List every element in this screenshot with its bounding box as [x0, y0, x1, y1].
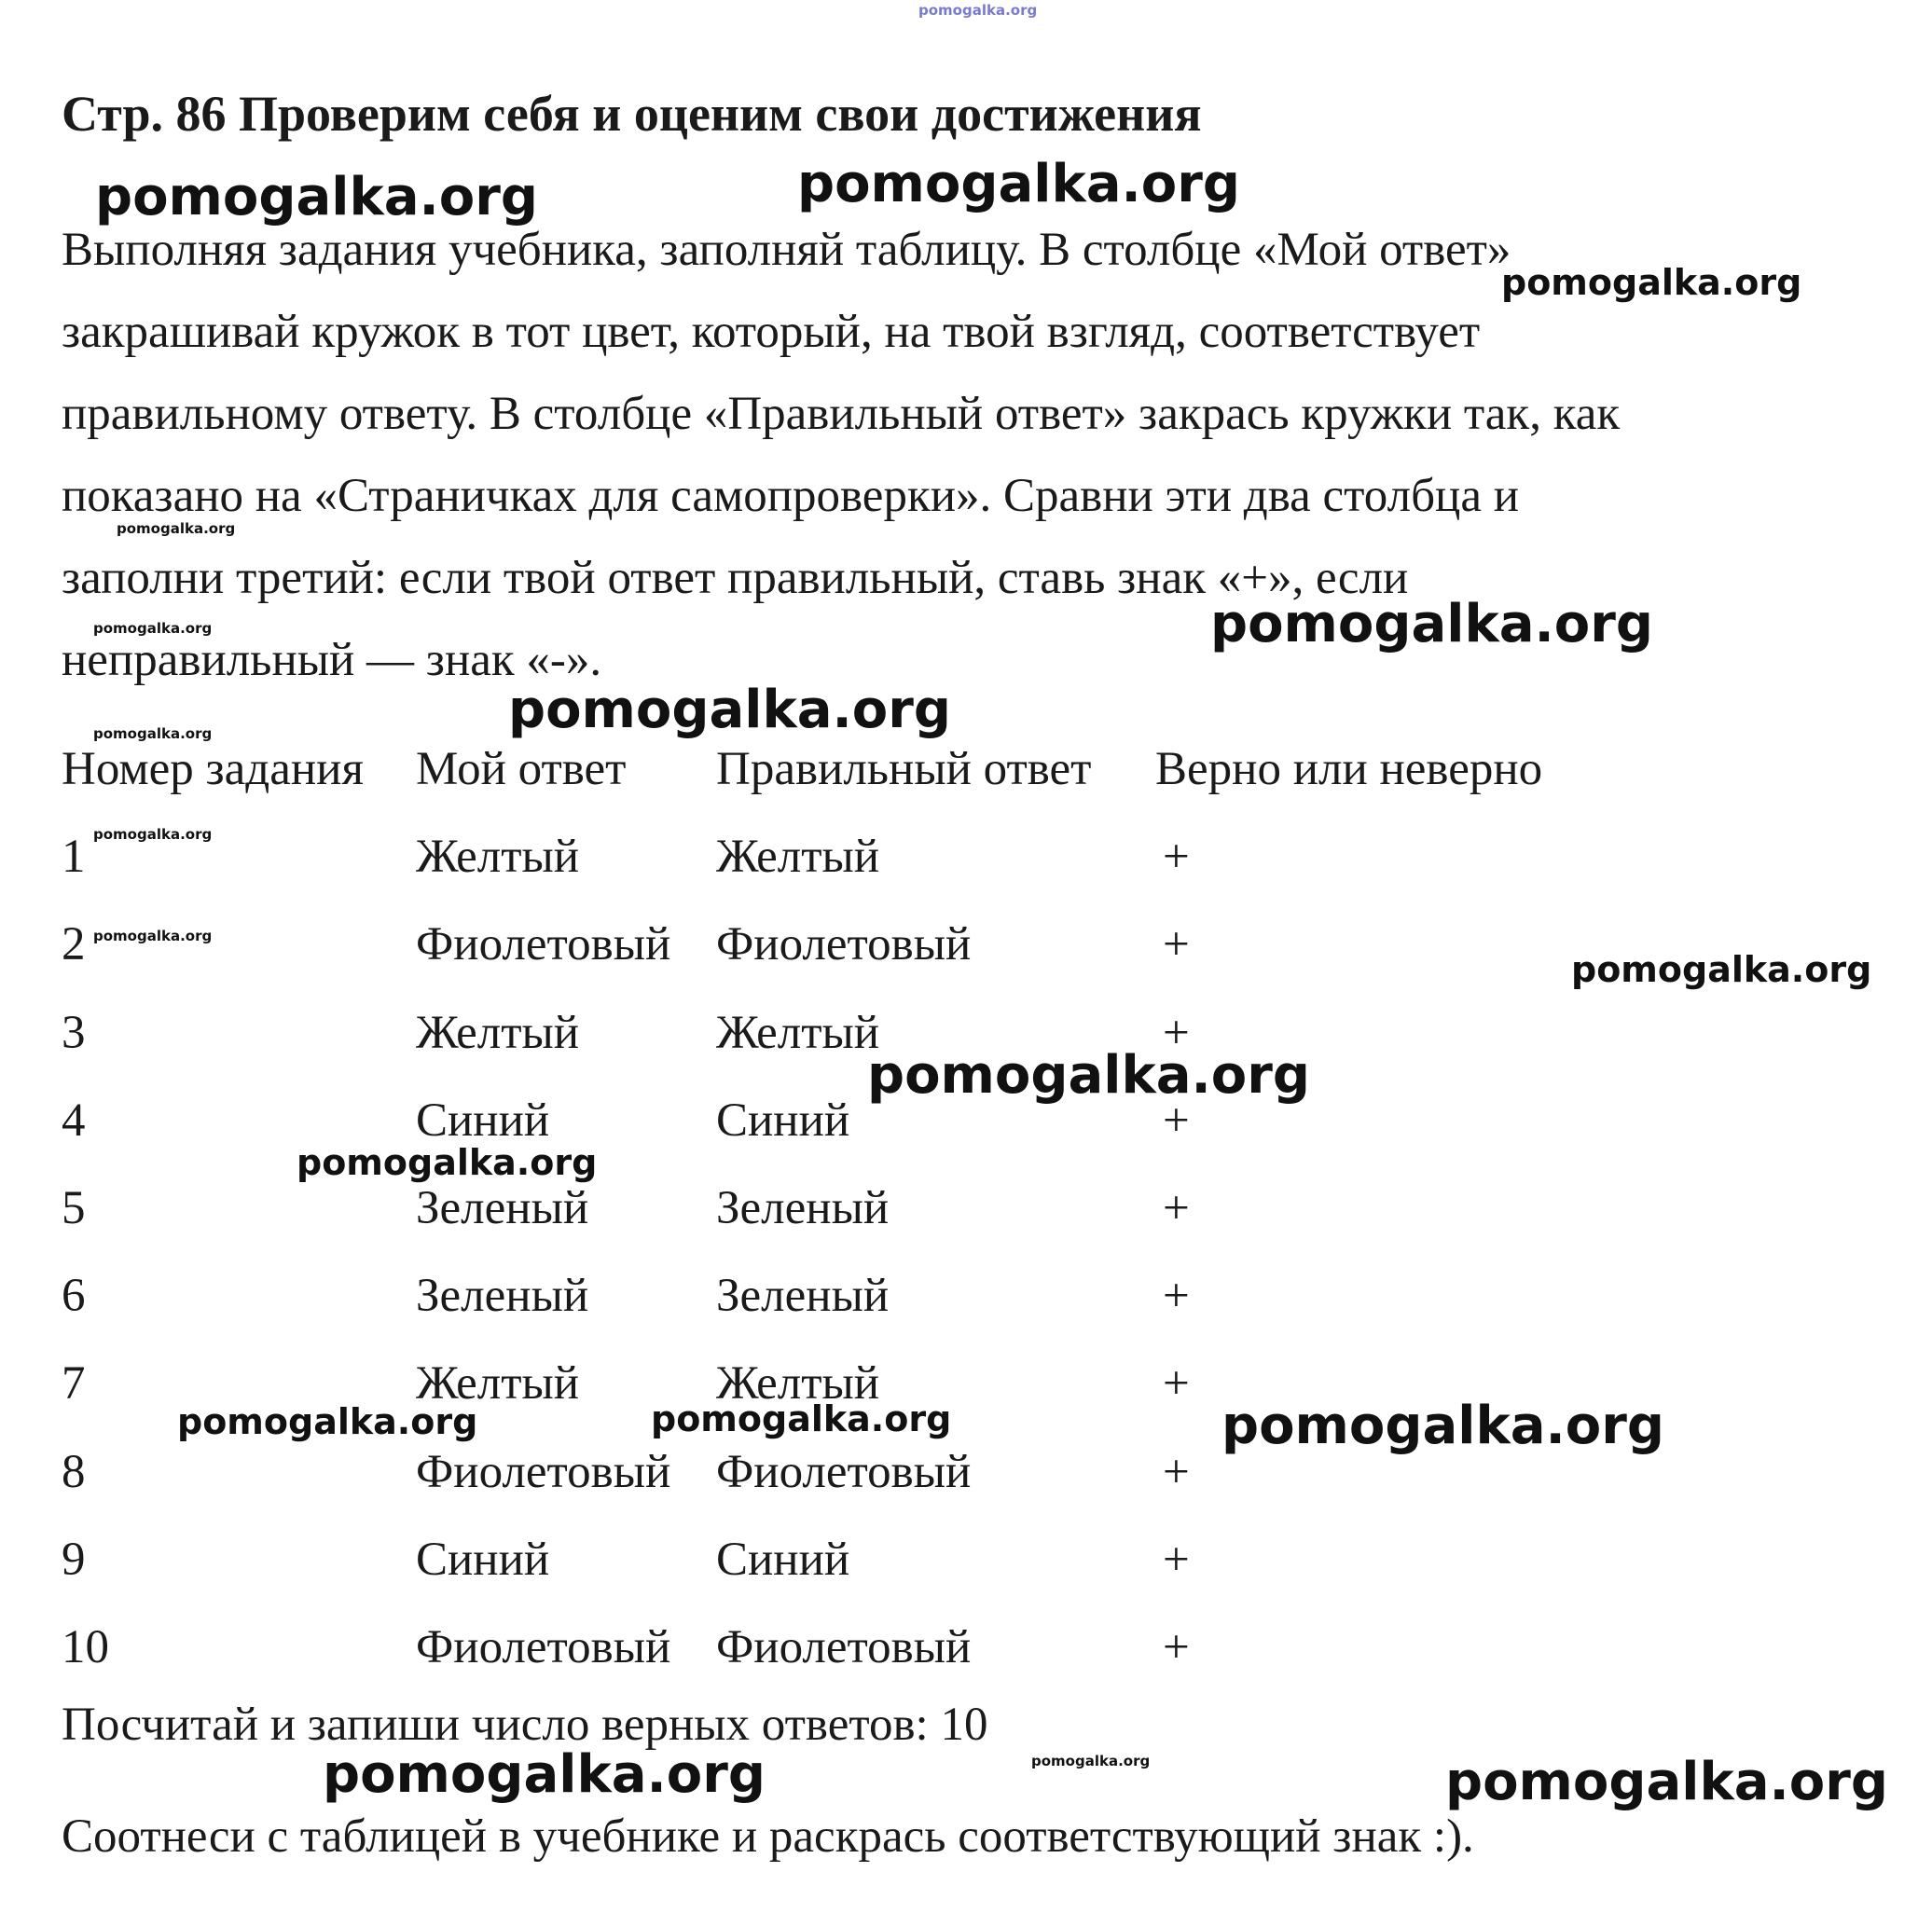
task-number: 8	[62, 1445, 86, 1498]
instructions-line: заполни третий: если твой ответ правильный, ставь знак «+», если	[62, 552, 1409, 604]
instructions-line: неправильный — знак «-».	[62, 634, 602, 686]
task-number: 3	[62, 1006, 86, 1059]
correct-answer: Синий	[716, 1094, 850, 1147]
watermark: pomogalka.org	[651, 1398, 952, 1439]
verdict: +	[1163, 1357, 1190, 1411]
watermark: pomogalka.org	[1210, 594, 1653, 654]
watermark: pomogalka.org	[1031, 1753, 1151, 1769]
task-number: 2	[62, 918, 86, 971]
task-number: 4	[62, 1094, 86, 1147]
verdict: +	[1163, 831, 1190, 884]
task-number: 6	[62, 1270, 86, 1323]
my-answer: Синий	[416, 1094, 550, 1147]
page-title: Стр. 86 Проверим себя и оценим свои достижения	[62, 86, 1202, 142]
header-my-answer: Мой ответ	[416, 743, 627, 795]
my-answer: Фиолетовый	[416, 1620, 671, 1673]
instructions-line: Выполняя задания учебника, заполняй таблицу. В столбце «Мой ответ»	[62, 224, 1511, 276]
correct-count-line: Посчитай и запиши число верных ответов: 10	[62, 1699, 988, 1751]
final-instruction: Соотнеси с таблицей в учебнике и раскрась соответствующий знак :).	[62, 1810, 1474, 1863]
verdict: +	[1163, 1270, 1190, 1323]
verdict: +	[1163, 1094, 1190, 1147]
correct-answer: Желтый	[716, 1357, 880, 1411]
instructions-line: показано на «Страничках для самопроверки». Сравни эти два столбца и	[62, 470, 1519, 522]
watermark: pomogalka.org	[177, 1401, 478, 1442]
correct-answer: Желтый	[716, 1006, 880, 1059]
watermark: pomogalka.org	[93, 620, 213, 637]
watermark: pomogalka.org	[1501, 262, 1802, 303]
header-correct-answer: Правильный ответ	[716, 743, 1092, 795]
task-number: 5	[62, 1181, 86, 1234]
watermark: pomogalka.org	[1221, 1396, 1664, 1456]
watermark: pomogalka.org	[867, 1045, 1310, 1106]
watermark: pomogalka.org	[297, 1142, 598, 1183]
verdict: +	[1163, 918, 1190, 971]
my-answer: Фиолетовый	[416, 918, 671, 971]
task-number: 1	[62, 831, 86, 884]
header-right-or-wrong: Верно или неверно	[1155, 743, 1543, 795]
verdict: +	[1163, 1620, 1190, 1673]
correct-answer: Зеленый	[716, 1270, 890, 1323]
verdict: +	[1163, 1181, 1190, 1234]
watermark: pomogalka.org	[1571, 949, 1872, 990]
instructions-line: закрашивай кружок в тот цвет, который, на твой взгляд, соответствует	[62, 306, 1481, 358]
correct-answer: Желтый	[716, 831, 880, 884]
verdict: +	[1163, 1445, 1190, 1498]
task-number: 9	[62, 1533, 86, 1586]
watermark: pomogalka.org	[1445, 1752, 1888, 1812]
my-answer: Фиолетовый	[416, 1445, 671, 1498]
correct-answer: Зеленый	[716, 1181, 890, 1234]
my-answer: Желтый	[416, 831, 580, 884]
correct-answer: Синий	[716, 1533, 850, 1586]
watermark: pomogalka.org	[93, 826, 213, 843]
watermark: pomogalka.org	[117, 520, 236, 537]
watermark: pomogalka.org	[93, 725, 213, 742]
task-number: 10	[62, 1620, 109, 1673]
my-answer: Желтый	[416, 1357, 580, 1411]
verdict: +	[1163, 1533, 1190, 1586]
my-answer: Зеленый	[416, 1270, 589, 1323]
watermark: pomogalka.org	[508, 680, 951, 740]
instructions-line: правильному ответу. В столбце «Правильный ответ» закрась кружки так, как	[62, 388, 1621, 440]
verdict: +	[1163, 1006, 1190, 1059]
my-answer: Синий	[416, 1533, 550, 1586]
my-answer: Зеленый	[416, 1181, 589, 1234]
watermark: pomogalka.org	[797, 154, 1240, 214]
watermark: pomogalka.org	[918, 2, 1038, 19]
watermark: pomogalka.org	[95, 167, 538, 227]
watermark: pomogalka.org	[323, 1744, 766, 1805]
watermark: pomogalka.org	[93, 928, 213, 944]
task-number: 7	[62, 1357, 86, 1411]
header-task-number: Номер задания	[62, 743, 364, 795]
correct-answer: Фиолетовый	[716, 918, 972, 971]
correct-answer: Фиолетовый	[716, 1445, 972, 1498]
correct-answer: Фиолетовый	[716, 1620, 972, 1673]
my-answer: Желтый	[416, 1006, 580, 1059]
